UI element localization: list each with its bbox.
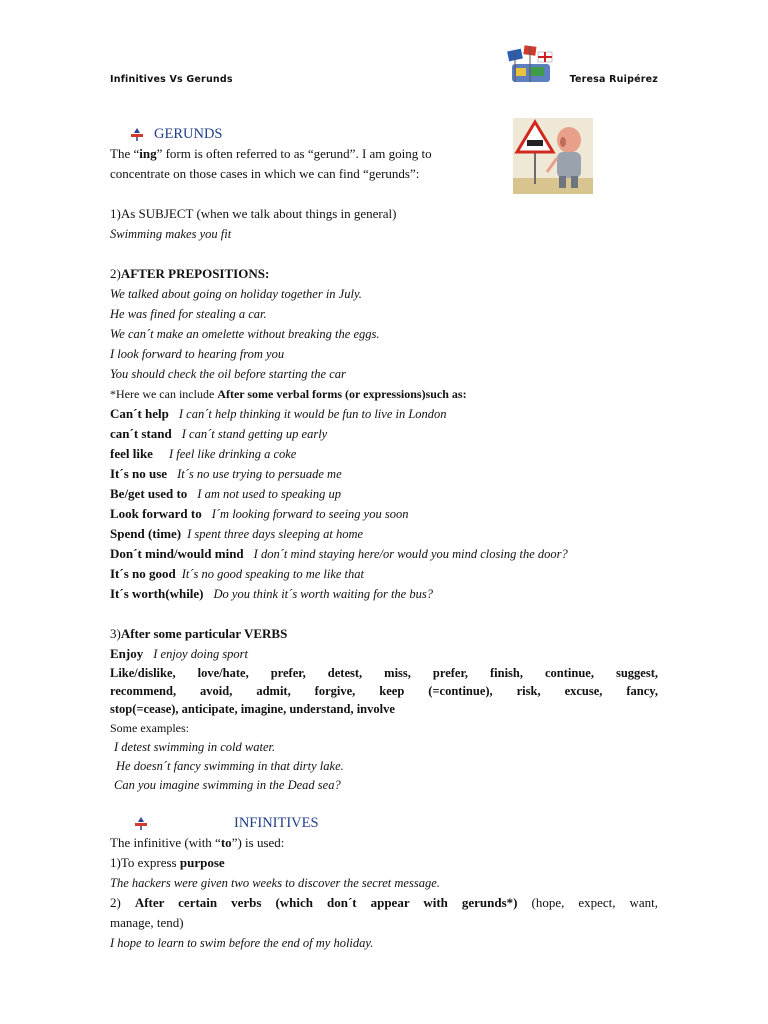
gerunds-intro-line-2: concentrate on those cases in which we can find “gerunds”: [110, 166, 420, 181]
expression-row: Spend (time) I spent three days sleeping at home [110, 526, 364, 541]
prep-example: We can´t make an omelette without breaking the eggs. [110, 327, 380, 341]
certain-verbs-rule: 2) After certain verbs (which don´t appear with gerunds*) (hope, expect, want, [110, 895, 658, 910]
infinitives-heading [134, 813, 658, 833]
header-title: Infinitives Vs Gerunds [110, 74, 233, 85]
verb-example: I detest swimming in cold water. [114, 740, 276, 754]
subject-rule: 1)As SUBJECT (when we talk about things in general) [110, 206, 397, 221]
gerunds-heading-text: GERUNDS [154, 126, 223, 142]
pushpin-icon [130, 127, 144, 141]
prep-example: He was fined for stealing a car. [110, 307, 267, 321]
some-examples-label: Some examples: [110, 721, 189, 735]
flags-logo [506, 44, 556, 88]
prep-example: You should check the oil before starting the car [110, 367, 346, 381]
expression-row: It´s worth(while) Do you think it´s worth waiting for the bus? [110, 586, 433, 601]
page-header [110, 74, 658, 85]
gerunds-intro-line-1: The “ing” form is often referred to as “gerund”. I am going to [110, 146, 432, 161]
infinitives-intro: The infinitive (with “to”) is used: [110, 835, 285, 850]
expression-row: Don´t mind/would mind I don´t mind staying here/or would you mind closing the door? [110, 546, 568, 561]
expression-row: It´s no good It´s no good speaking to me like that [110, 566, 365, 581]
prepositions-rule: 2)AFTER PREPOSITIONS: [110, 266, 270, 281]
purpose-example: The hackers were given two weeks to discover the secret message. [110, 876, 440, 890]
prep-example: We talked about going on holiday together in July. [110, 287, 362, 301]
verbs-rule: 3)After some particular VERBS [110, 626, 288, 641]
prep-example: I look forward to hearing from you [110, 347, 285, 361]
subject-example: Swimming makes you fit [110, 227, 232, 241]
gerunds-heading [130, 124, 658, 144]
expression-row: can´t stand I can´t stand getting up early [110, 426, 328, 441]
verb-example: He doesn´t fancy swimming in that dirty lake. [116, 759, 344, 773]
verbs-list-line-3: stop(=cease), anticipate, imagine, understand, involve [110, 702, 395, 716]
infinitives-heading-text: INFINITIVES [234, 815, 319, 831]
expression-row: It´s no use It´s no use trying to persuade me [110, 466, 342, 481]
verbs-list-line-1: Like/dislike, love/hate, prefer, detest, miss, prefer, finish, continue, suggest, [110, 666, 658, 680]
purpose-rule: 1)To express purpose [110, 855, 225, 870]
document-body [110, 124, 658, 953]
expression-row: Look forward to I´m looking forward to seeing you soon [110, 506, 409, 521]
ing-term: ing [139, 146, 157, 161]
certain-verbs-rule-cont: manage, tend) [110, 915, 184, 930]
enjoy-row: Enjoy I enjoy doing sport [110, 646, 249, 661]
header-author: Teresa Ruipérez [569, 74, 658, 85]
verbs-list-line-2: recommend, avoid, admit, forgive, keep (=continue), risk, excuse, fancy, [110, 684, 658, 698]
verb-example: Can you imagine swimming in the Dead sea? [114, 778, 341, 792]
include-note: *Here we can include After some verbal forms (or expressions)such as: [110, 387, 467, 401]
subject-term: SUBJECT [138, 206, 194, 221]
certain-verbs-example: I hope to learn to swim before the end of my holiday. [110, 936, 374, 950]
expression-row: feel like I feel like drinking a coke [110, 446, 297, 461]
expression-row: Can´t help I can´t help thinking it would be fun to live in London [110, 406, 447, 421]
expression-row: Be/get used to I am not used to speaking up [110, 486, 342, 501]
pushpin-icon [134, 816, 148, 830]
